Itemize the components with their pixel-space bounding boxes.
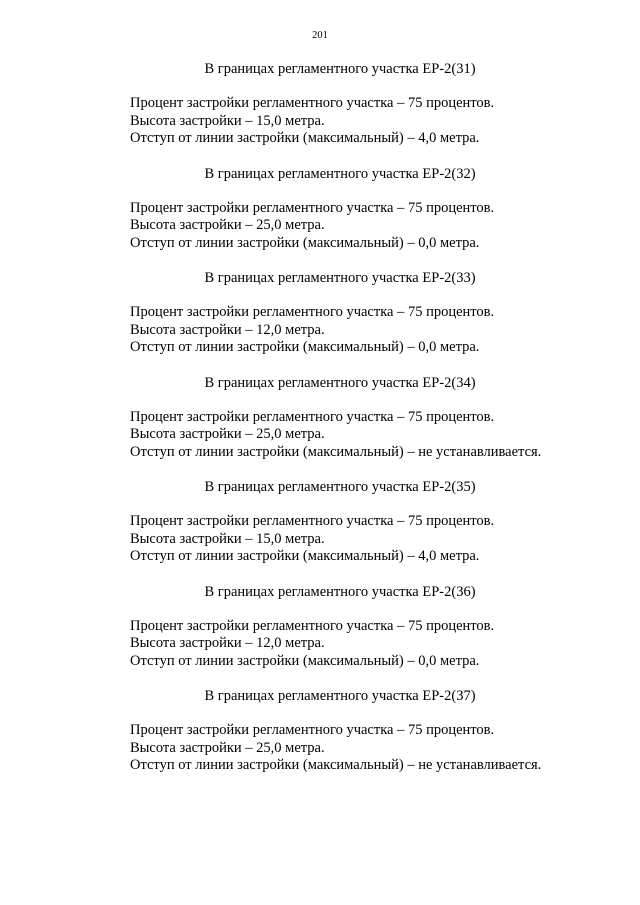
building-percentage-line: Процент застройки регламентного участка – 75 процентов. <box>130 199 495 216</box>
setback-line: Отступ от линии застройки (максимальный) – не устанавливается. <box>130 757 542 773</box>
building-height-line: Высота застройки – 25,0 метра. <box>130 426 325 442</box>
regulation-section <box>130 687 590 792</box>
building-percentage-line: Процент застройки регламентного участка – 75 процентов. <box>130 722 495 738</box>
setback-line: Отступ от линии застройки (максимальный) – 4,0 метра. <box>130 548 480 564</box>
section-heading: В границах регламентного участка ЕР-2(31) <box>204 61 476 77</box>
regulation-section <box>130 269 590 374</box>
building-percentage-line: Процент застройки регламентного участка – 75 процентов. <box>130 304 495 320</box>
regulation-section <box>130 583 590 688</box>
building-height-line: Высота застройки – 25,0 метра. <box>130 739 325 756</box>
section-heading: В границах регламентного участка ЕР-2(35) <box>204 479 476 495</box>
regulation-section <box>130 374 590 479</box>
building-percentage-line: Процент застройки регламентного участка – 75 процентов. <box>130 513 495 529</box>
page-number: 201 <box>312 30 328 41</box>
building-height-line: Высота застройки – 12,0 метра. <box>130 321 325 338</box>
regulation-section <box>130 165 590 270</box>
section-heading: В границах регламентного участка ЕР-2(32) <box>204 165 476 182</box>
setback-line: Отступ от линии застройки (максимальный) – 0,0 метра. <box>130 339 480 355</box>
building-height-line: Высота застройки – 12,0 метра. <box>130 635 325 651</box>
section-heading: В границах регламентного участка ЕР-2(36) <box>204 583 476 600</box>
building-height-line: Высота застройки – 15,0 метра. <box>130 530 325 547</box>
regulation-section <box>130 60 590 165</box>
setback-line: Отступ от линии застройки (максимальный) – не устанавливается. <box>130 443 542 460</box>
building-percentage-line: Процент застройки регламентного участка – 75 процентов. <box>130 408 495 425</box>
setback-line: Отступ от линии застройки (максимальный) – 4,0 метра. <box>130 130 480 146</box>
setback-line: Отступ от линии застройки (максимальный) – 0,0 метра. <box>130 234 480 251</box>
setback-line: Отступ от линии застройки (максимальный) – 0,0 метра. <box>130 652 480 669</box>
section-heading: В границах регламентного участка ЕР-2(33) <box>204 270 476 286</box>
document-body <box>130 60 590 792</box>
section-heading: В границах регламентного участка ЕР-2(34) <box>204 374 476 391</box>
building-height-line: Высота застройки – 25,0 метра. <box>130 217 325 233</box>
building-height-line: Высота застройки – 15,0 метра. <box>130 112 325 129</box>
regulation-section <box>130 478 590 583</box>
building-percentage-line: Процент застройки регламентного участка – 75 процентов. <box>130 617 495 634</box>
building-percentage-line: Процент застройки регламентного участка – 75 процентов. <box>130 95 495 111</box>
section-heading: В границах регламентного участка ЕР-2(37) <box>204 688 476 704</box>
